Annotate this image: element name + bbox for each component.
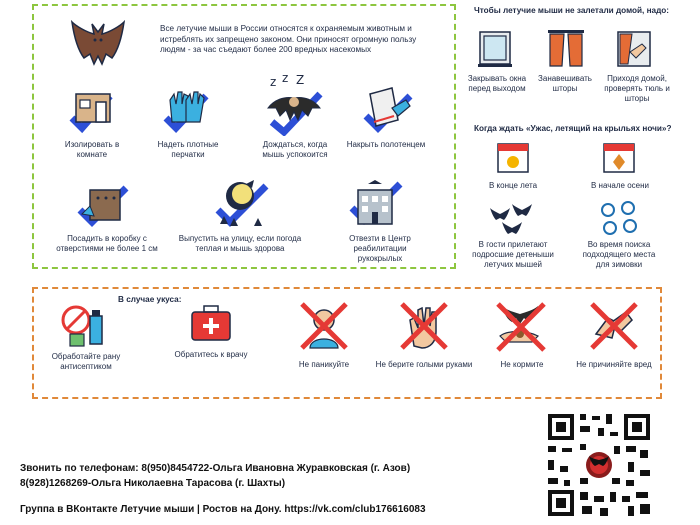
prevention-label-2: Занавешивать шторы — [538, 74, 592, 93]
when-label-3: В гости прилетают подросшие детеныши летучих мышей — [472, 240, 554, 269]
release-label: Выпустить на улицу, если погода теплая и мышь здорова — [178, 234, 302, 253]
sleeping-bat-icon — [262, 72, 326, 136]
night-release-icon — [210, 176, 274, 232]
towel-icon — [362, 84, 414, 136]
first-aid-icon — [188, 302, 234, 344]
feeding-icon — [492, 296, 550, 354]
when-label-4: Во время поиска подходящего места для зимовки — [582, 240, 656, 269]
feeding-label: Не кормите — [500, 360, 544, 369]
prevention-title: Чтобы летучие мыши не залетали домой, надо: — [474, 6, 670, 15]
qr-code-icon[interactable] — [544, 410, 654, 520]
check-curtains-icon — [612, 26, 656, 70]
doctor-label: Обратитесь к врачу — [174, 350, 248, 359]
when-label-1: В конце лета — [488, 181, 538, 190]
room-icon — [66, 88, 116, 134]
when-label-2: В начале осени — [591, 181, 649, 190]
building-icon — [346, 176, 406, 228]
svg-text:z: z — [270, 75, 277, 89]
panic-label: Не паникуйте — [298, 360, 350, 369]
calendar-autumn-icon — [600, 138, 638, 176]
flying-bats-icon — [488, 200, 538, 236]
gloves-label: Надеть плотные перчатки — [157, 140, 219, 159]
contact-group-link[interactable]: Группа в ВКонтакте Летучие мыши | Ростов на Дону. https://vk.com/club176616083 — [20, 504, 426, 515]
center-label: Отвезти в Центр реабилитации рукокрылых — [349, 234, 411, 263]
when-title: Когда ждать «Ужас, летящий на крыльях ночи»? — [474, 124, 672, 133]
bite-title: В случае укуса: — [118, 295, 182, 304]
contact-phone-1: Звонить по телефонам: 8(950)8454722-Ольга Ивановна Журавковская (г. Азов) — [20, 463, 411, 474]
hand-icon — [396, 298, 452, 354]
hand-label: Не берите голыми руками — [375, 360, 473, 369]
towel-label: Накрыть полотенцем — [346, 140, 426, 149]
prevention-label-3: Приходя домой, проверять тюль и шторы — [604, 74, 670, 103]
box-icon — [76, 180, 132, 230]
gloves-icon — [162, 86, 212, 134]
svg-text:Z: Z — [296, 73, 305, 87]
svg-text:z: z — [282, 72, 289, 85]
room-label: Изолировать в комнате — [64, 140, 120, 159]
intro-text: Все летучие мыши в России относятся к охраняемым животным и истреблять их запрещено законом. Они приносят огромную пользу людям - за час съедают более 200 вредных насекомых — [160, 24, 417, 54]
panic-icon — [296, 298, 352, 354]
curtains-icon — [544, 26, 588, 70]
bat-logo-icon — [70, 20, 126, 74]
contact-phone-2: 8(928)1268269-Ольга Николаевна Тарасова (г. Шахты) — [20, 478, 286, 489]
calm-label: Дождаться, когда мышь успокоится — [262, 140, 328, 159]
calendar-summer-icon — [494, 138, 532, 176]
window-icon — [474, 26, 518, 70]
harm-label: Не причиняйте вред — [576, 360, 652, 369]
snowflakes-icon — [596, 200, 642, 236]
antiseptic-label: Обработайте рану антисептиком — [51, 352, 121, 371]
antiseptic-icon — [60, 302, 108, 350]
harm-icon — [586, 298, 642, 354]
prevention-label-1: Закрывать окна перед выходом — [467, 74, 527, 93]
box-label: Посадить в коробку с отверстиями не более 1 см — [56, 234, 158, 253]
